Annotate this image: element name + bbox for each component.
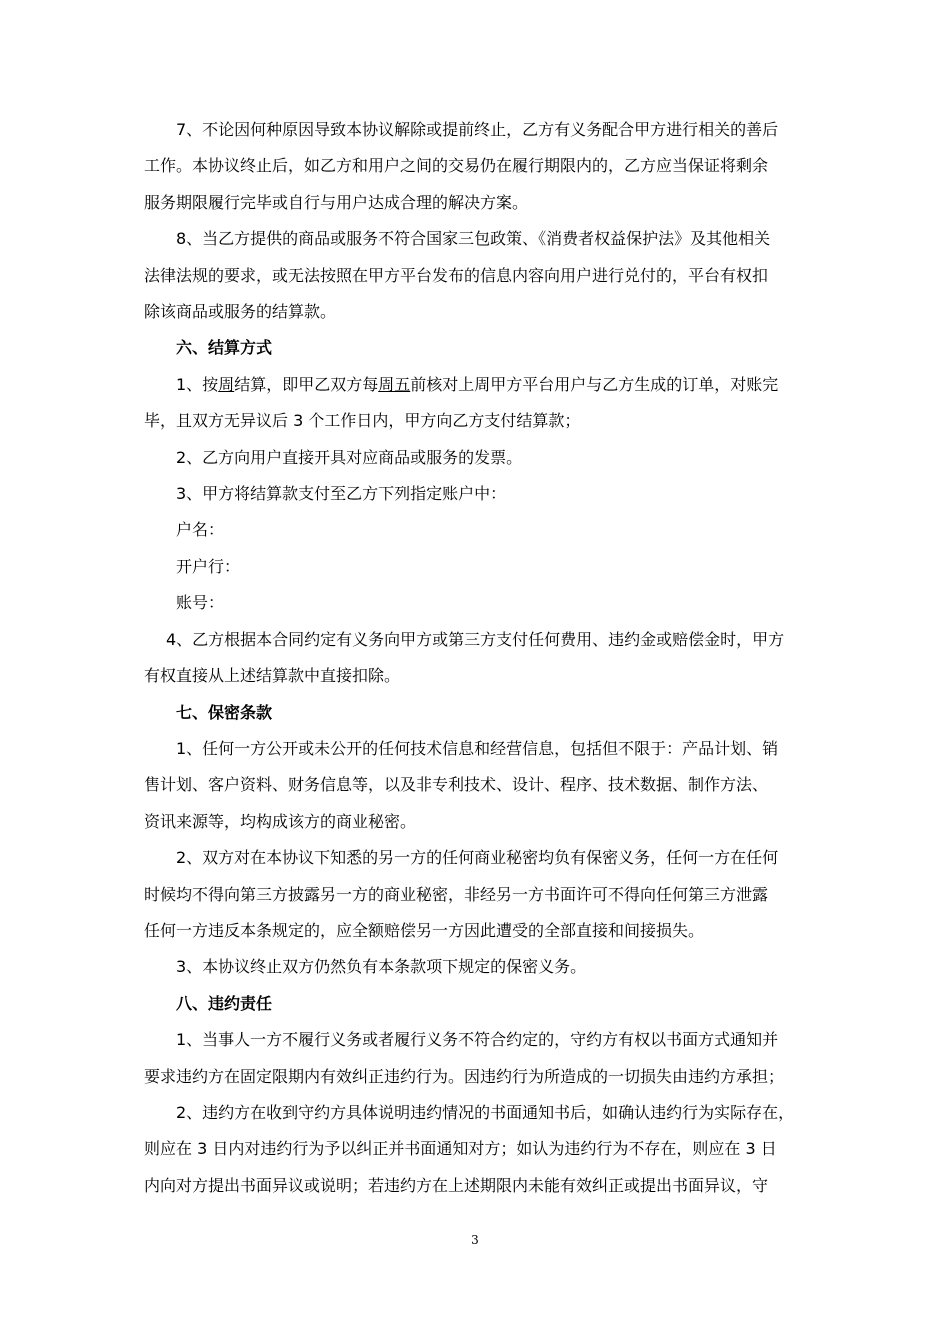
text-line: 7、不论因何种原因导致本协议解除或提前终止，乙方有义务配合甲方进行相关的善后 xyxy=(176,120,779,139)
section-heading-settlement: 六、结算方式 xyxy=(176,338,273,358)
paragraph-invoice: 2、乙方向用户直接开具对应商品或服务的发票。 xyxy=(176,447,523,467)
paragraph-consumer-law-compliance xyxy=(144,221,812,330)
text-line: 法律法规的要求，或无法按照在甲方平台发布的信息内容向用户进行兑付的，平台有权扣 xyxy=(144,265,769,285)
text-line: 有权直接从上述结算款中直接扣除。 xyxy=(144,666,401,686)
paragraph-payment-account: 3、甲方将结算款支付至乙方下列指定账户中： xyxy=(176,484,507,504)
text-line: 1、当事人一方不履行义务或者履行义务不符合约定的，守约方有权以书面方式通知并 xyxy=(176,1030,779,1050)
document-body xyxy=(144,112,812,1204)
text-line: 服务期限履行完毕或自行与用户达成合理的解决方案。 xyxy=(144,192,529,212)
text-line: 时候均不得向第三方披露另一方的商业秘密，非经另一方书面许可不得向任何第三方泄露 xyxy=(144,884,769,904)
text-line: 售计划、客户资料、财务信息等，以及非专利技术、设计、程序、技术数据、制作方法、 xyxy=(144,775,769,795)
paragraph-settlement-cycle xyxy=(144,367,812,440)
text-fragment: 前核对上周甲方平台用户与乙方生成的订单，对账完 xyxy=(410,374,779,394)
text-line: 工作。本协议终止后，如乙方和用户之间的交易仍在履行期限内的，乙方应当保证将剩余 xyxy=(144,156,769,176)
section-heading-breach-liability: 八、违约责任 xyxy=(176,993,273,1013)
text-line: 2、违约方在收到守约方具体说明违约情况的书面通知书后，如确认违约行为实际存在， xyxy=(176,1102,795,1122)
text-line: 4、乙方根据本合同约定有义务向甲方或第三方支付任何费用、违约金或赔偿金时，甲方 xyxy=(166,629,785,649)
text-line xyxy=(144,367,812,403)
paragraph-trade-secret-definition xyxy=(144,731,812,840)
text-line: 1、任何一方公开或未公开的任何技术信息和经营信息，包括但不限于：产品计划、销 xyxy=(176,738,779,758)
text-fragment: 结算，即甲乙双方每 xyxy=(234,374,379,394)
paragraph-termination-aftercare xyxy=(144,112,812,221)
field-account-name: 户名： xyxy=(176,520,225,540)
field-bank: 开户行： xyxy=(176,556,241,576)
text-line: 除该商品或服务的结算款。 xyxy=(144,302,337,322)
text-line: 要求违约方在固定限期内有效纠正违约行为。因违约行为所造成的一切损失由违约方承担； xyxy=(144,1066,785,1086)
text-line: 毕，且双方无异议后 3 个工作日内，甲方向乙方支付结算款； xyxy=(144,411,581,431)
paragraph-breach-notice xyxy=(144,1022,812,1095)
paragraph-confidentiality-obligation xyxy=(144,840,812,949)
text-line: 资讯来源等，均构成该方的商业秘密。 xyxy=(144,811,417,831)
text-line: 8、当乙方提供的商品或服务不符合国家三包政策、《消费者权益保护法》及其他相关 xyxy=(176,229,771,249)
text-line: 2、双方对在本协议下知悉的另一方的任何商业秘密均负有保密义务，任何一方在任何 xyxy=(176,848,779,868)
underlined-fill-in-cycle: 周 xyxy=(218,374,235,394)
paragraph-confidentiality-survival: 3、本协议终止双方仍然负有本条款项下规定的保密义务。 xyxy=(176,957,587,977)
text-line: 内向对方提出书面异议或说明；若违约方在上述期限内未能有效纠正或提出书面异议，守 xyxy=(144,1175,769,1195)
text-fragment: 1、按 xyxy=(176,374,219,394)
paragraph-deduction xyxy=(144,622,812,695)
underlined-fill-in-day: 周五 xyxy=(378,374,411,394)
paragraph-breach-correction xyxy=(144,1095,812,1204)
text-line: 则应在 3 日内对违约行为予以纠正并书面通知对方；如认为违约行为不存在，则应在 3 日 xyxy=(144,1139,777,1159)
field-account-number: 账号： xyxy=(176,593,225,613)
text-line: 任何一方违反本条规定的，应全额赔偿另一方因此遭受的全部直接和间接损失。 xyxy=(144,920,705,940)
section-heading-confidentiality: 七、保密条款 xyxy=(176,702,273,722)
page-number: 3 xyxy=(471,1233,479,1247)
